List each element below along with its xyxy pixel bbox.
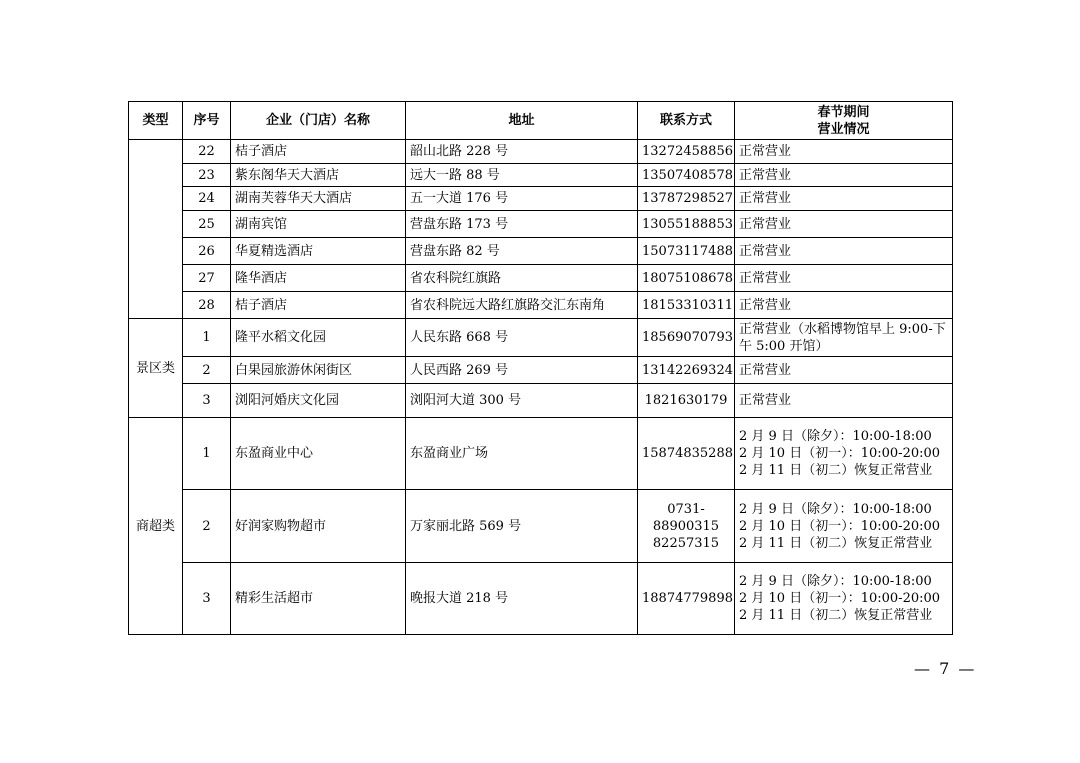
cell-status — [735, 418, 953, 490]
cell-status: 正常营业 — [735, 164, 953, 187]
cell-address: 营盘东路 173 号 — [406, 211, 638, 238]
cell-address: 人民西路 269 号 — [406, 357, 638, 384]
cell-address: 五一大道 176 号 — [406, 187, 638, 211]
cell-name: 精彩生活超市 — [231, 563, 406, 635]
cell-no: 28 — [183, 292, 231, 319]
cell-address: 东盈商业广场 — [406, 418, 638, 490]
category-cell-scenic: 景区类 — [129, 319, 183, 418]
cell-phone — [638, 418, 735, 490]
table-row — [129, 238, 953, 265]
header-address: 地址 — [406, 102, 638, 140]
status-line: 2 月 9 日（除夕）：10:00-18:00 — [739, 429, 932, 444]
cell-phone-line1: 18874779898 — [642, 591, 733, 606]
cell-status — [735, 563, 953, 635]
cell-phone: 18569070793 — [638, 319, 735, 357]
cell-name: 湖南芙蓉华天大酒店 — [231, 187, 406, 211]
cell-no: 2 — [183, 490, 231, 563]
cell-no: 26 — [183, 238, 231, 265]
table-row — [129, 292, 953, 319]
cell-phone: 13142269324 — [638, 357, 735, 384]
cell-address: 省农科院远大路红旗路交汇东南角 — [406, 292, 638, 319]
cell-name: 湖南宾馆 — [231, 211, 406, 238]
cell-name: 东盈商业中心 — [231, 418, 406, 490]
table-row — [129, 319, 953, 357]
cell-phone-line1: 15874835288 — [642, 446, 733, 461]
header-no: 序号 — [183, 102, 231, 140]
cell-phone — [638, 490, 735, 563]
table-row — [129, 563, 953, 635]
cell-phone — [638, 563, 735, 635]
status-line: 2 月 10 日（初一）：10:00-20:00 — [739, 446, 941, 461]
header-status-line1: 春节期间 — [817, 104, 870, 120]
status-line: 2 月 11 日（初二）恢复正常营业 — [739, 463, 933, 478]
table-row — [129, 187, 953, 211]
cell-no: 3 — [183, 563, 231, 635]
cell-address: 营盘东路 82 号 — [406, 238, 638, 265]
cell-name: 桔子酒店 — [231, 292, 406, 319]
cell-no: 24 — [183, 187, 231, 211]
cell-address: 人民东路 668 号 — [406, 319, 638, 357]
table-row — [129, 211, 953, 238]
cell-no: 2 — [183, 357, 231, 384]
table-row — [129, 140, 953, 164]
cell-phone-line2: 82257315 — [652, 535, 720, 551]
table-row — [129, 164, 953, 187]
cell-phone: 13272458856 — [638, 140, 735, 164]
cell-name: 隆平水稻文化园 — [231, 319, 406, 357]
status-line: 2 月 9 日（除夕）：10:00-18:00 — [739, 574, 932, 589]
cell-phone: 13055188853 — [638, 211, 735, 238]
cell-address: 省农科院红旗路 — [406, 265, 638, 292]
cell-status: 正常营业（水稻博物馆早上 9:00-下午 5:00 开馆） — [735, 319, 953, 357]
header-status-line2: 营业情况 — [817, 121, 870, 137]
header-status — [735, 102, 953, 140]
cell-address: 韶山北路 228 号 — [406, 140, 638, 164]
cell-status: 正常营业 — [735, 384, 953, 418]
table-row — [129, 357, 953, 384]
table-row — [129, 418, 953, 490]
cell-address: 浏阳河大道 300 号 — [406, 384, 638, 418]
status-line: 2 月 11 日（初二）恢复正常营业 — [739, 535, 933, 551]
status-line: 2 月 10 日（初一）：10:00-20:00 — [739, 591, 941, 606]
header-name: 企业（门店）名称 — [231, 102, 406, 140]
cell-no: 23 — [183, 164, 231, 187]
category-cell-supermarkets: 商超类 — [129, 418, 183, 635]
cell-no: 1 — [183, 418, 231, 490]
cell-no: 25 — [183, 211, 231, 238]
page-number: — 7 — — [914, 659, 977, 678]
header-contact: 联系方式 — [638, 102, 735, 140]
table-row — [129, 265, 953, 292]
header-type: 类型 — [129, 102, 183, 140]
cell-phone: 13787298527 — [638, 187, 735, 211]
cell-phone-line1: 0731-88900315 — [652, 501, 720, 534]
business-table — [128, 101, 953, 635]
cell-status — [735, 490, 953, 563]
cell-address: 远大一路 88 号 — [406, 164, 638, 187]
cell-status: 正常营业 — [735, 265, 953, 292]
status-line: 2 月 10 日（初一）：10:00-20:00 — [739, 518, 941, 534]
cell-phone: 18153310311 — [638, 292, 735, 319]
cell-name: 紫东阁华天大酒店 — [231, 164, 406, 187]
cell-no: 1 — [183, 319, 231, 357]
status-line: 2 月 9 日（除夕）：10:00-18:00 — [739, 501, 932, 517]
cell-name: 桔子酒店 — [231, 140, 406, 164]
cell-address: 晚报大道 218 号 — [406, 563, 638, 635]
cell-no: 27 — [183, 265, 231, 292]
cell-status: 正常营业 — [735, 238, 953, 265]
cell-status: 正常营业 — [735, 211, 953, 238]
header-row — [129, 102, 953, 140]
category-cell-hotels — [129, 140, 183, 319]
status-line: 2 月 11 日（初二）恢复正常营业 — [739, 608, 933, 623]
cell-phone: 1821630179 — [638, 384, 735, 418]
cell-address: 万家丽北路 569 号 — [406, 490, 638, 563]
cell-status: 正常营业 — [735, 292, 953, 319]
cell-no: 22 — [183, 140, 231, 164]
cell-status: 正常营业 — [735, 187, 953, 211]
cell-status: 正常营业 — [735, 357, 953, 384]
cell-phone: 15073117488 — [638, 238, 735, 265]
table-row — [129, 384, 953, 418]
cell-name: 好润家购物超市 — [231, 490, 406, 563]
cell-name: 白果园旅游休闲街区 — [231, 357, 406, 384]
cell-phone: 18075108678 — [638, 265, 735, 292]
cell-status: 正常营业 — [735, 140, 953, 164]
cell-no: 3 — [183, 384, 231, 418]
cell-name: 浏阳河婚庆文化园 — [231, 384, 406, 418]
cell-name: 华夏精选酒店 — [231, 238, 406, 265]
cell-phone: 13507408578 — [638, 164, 735, 187]
cell-name: 隆华酒店 — [231, 265, 406, 292]
table-row — [129, 490, 953, 563]
